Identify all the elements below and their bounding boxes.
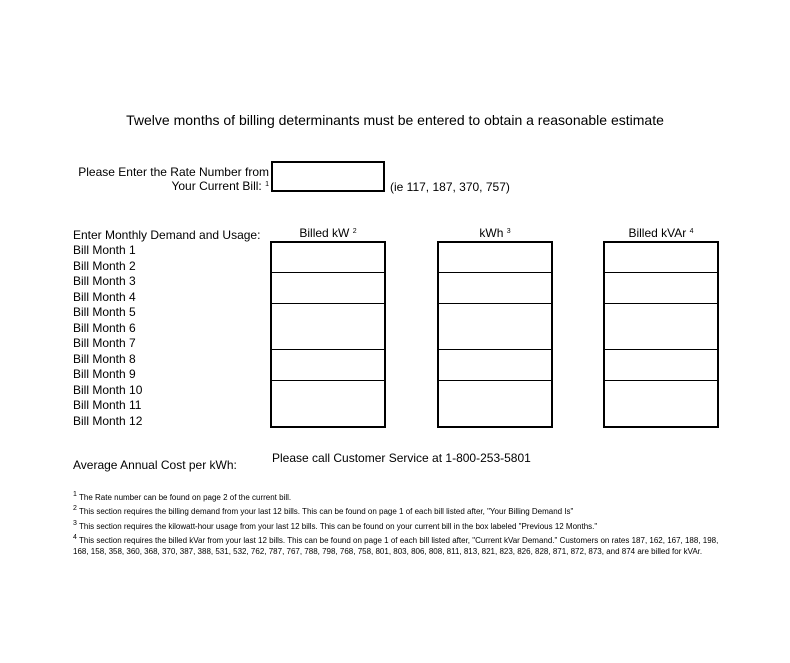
column-header-label: kWh (479, 226, 504, 240)
footnote-number: 1 (73, 491, 77, 498)
average-cost-label: Average Annual Cost per kWh: (73, 458, 237, 472)
month-label: Bill Month 5 (73, 305, 136, 319)
footnote-number: 2 (73, 505, 77, 512)
footnote-1 (73, 492, 723, 503)
month-label: Bill Month 6 (73, 320, 136, 335)
footnote-text: The Rate number can be found on page 2 of the current bill. (78, 493, 292, 502)
rate-number-hint: (ie 117, 187, 370, 757) (390, 180, 510, 194)
column-header-footnote-ref: 2 (352, 228, 357, 235)
month-label: Bill Month 3 (73, 274, 136, 288)
column-header-3 (603, 226, 719, 240)
footnote-3 (73, 521, 723, 532)
billed-kw-month-8-input[interactable] (270, 350, 386, 366)
billed-kvar-month-11-input[interactable] (603, 396, 719, 412)
customer-service-message: Please call Customer Service at 1-800-253-5801 (272, 451, 531, 465)
kwh-month-4-input[interactable] (437, 288, 553, 304)
rate-label-line1: Please Enter the Rate Number from (78, 165, 269, 179)
usage-section-label: Enter Monthly Demand and Usage: (73, 228, 261, 242)
billed-kw-month-12-input[interactable] (270, 411, 386, 428)
column-header-footnote-ref: 3 (506, 228, 511, 235)
column-header-1 (270, 226, 386, 240)
column-header-2 (437, 226, 553, 240)
billed-kvar-month-6-input[interactable] (603, 319, 719, 335)
month-label: Bill Month 12 (73, 413, 143, 428)
kwh-month-6-input[interactable] (437, 319, 553, 335)
month-label: Bill Month 4 (73, 289, 136, 304)
kwh-month-3-input[interactable] (437, 273, 553, 289)
billed-kvar-month-4-input[interactable] (603, 288, 719, 304)
rate-label-footnote-ref: 1 (265, 181, 269, 188)
footnote-number: 4 (73, 534, 77, 541)
kwh-month-9-input[interactable] (437, 365, 553, 381)
rate-label-text: Your Current Bill: (171, 179, 262, 193)
footnote-4 (73, 535, 723, 557)
billed-kw-month-1-input[interactable] (270, 241, 386, 258)
billed-kvar-month-1-input[interactable] (603, 241, 719, 258)
footnote-text: This section requires the kilowatt-hour usage from your last 12 bills. This can be found on your current bill in the box labeled "Previous 12 Months." (78, 522, 598, 531)
kwh-month-11-input[interactable] (437, 396, 553, 412)
rate-label-line2 (171, 179, 269, 193)
billed-kvar-month-8-input[interactable] (603, 350, 719, 366)
month-label: Bill Month 9 (73, 367, 136, 381)
footnote-text: This section requires the billed kVar from your last 12 bills. This can be found on page 1 of each bill listed after, "Current kVar Demand." Customers on rates 187, 162, 167, 188, 198, 168, 158, 358, 360, 368, 370, 387, 388, 531, 532, 762, 787, 767, 788, 798, 768, 758, 801, 803, 806, 808, 811, 813, 821, 823, 826, 828, 871, 872, 873, and 874 are billed for kVAr. (73, 536, 719, 556)
month-label: Bill Month 2 (73, 258, 136, 273)
month-label: Bill Month 10 (73, 382, 143, 397)
billed-kvar-month-5-input[interactable] (603, 304, 719, 320)
kwh-month-10-input[interactable] (437, 381, 553, 397)
billed-kw-month-4-input[interactable] (270, 288, 386, 304)
kwh-month-1-input[interactable] (437, 241, 553, 258)
kwh-month-8-input[interactable] (437, 350, 553, 366)
month-label: Bill Month 1 (73, 243, 136, 257)
billed-kvar-month-10-input[interactable] (603, 381, 719, 397)
column-header-label: Billed kVAr (628, 226, 687, 240)
billed-kw-month-10-input[interactable] (270, 381, 386, 397)
footnote-text: This section requires the billing demand from your last 12 bills. This can be found on page 1 of each bill listed after, "Your Billing Demand Is" (78, 507, 574, 516)
billed-kvar-month-7-input[interactable] (603, 334, 719, 350)
billed-kw-month-7-input[interactable] (270, 334, 386, 350)
column-header-footnote-ref: 4 (689, 228, 694, 235)
billed-kvar-month-3-input[interactable] (603, 273, 719, 289)
page-title: Twelve months of billing determinants must be entered to obtain a reasonable estimate (126, 112, 664, 128)
column-header-label: Billed kW (299, 226, 350, 240)
billed-kw-month-9-input[interactable] (270, 365, 386, 381)
rate-number-input[interactable] (271, 161, 385, 192)
month-label: Bill Month 8 (73, 351, 136, 366)
billed-kw-month-5-input[interactable] (270, 304, 386, 320)
billed-kw-month-6-input[interactable] (270, 319, 386, 335)
month-label: Bill Month 7 (73, 336, 136, 350)
billed-kw-month-3-input[interactable] (270, 273, 386, 289)
kwh-month-5-input[interactable] (437, 304, 553, 320)
billed-kvar-month-9-input[interactable] (603, 365, 719, 381)
month-label: Bill Month 11 (73, 398, 142, 412)
kwh-month-12-input[interactable] (437, 411, 553, 428)
kwh-month-2-input[interactable] (437, 257, 553, 273)
footnote-2 (73, 506, 723, 517)
billed-kw-month-11-input[interactable] (270, 396, 386, 412)
billed-kvar-month-12-input[interactable] (603, 411, 719, 428)
billed-kvar-month-2-input[interactable] (603, 257, 719, 273)
kwh-month-7-input[interactable] (437, 334, 553, 350)
footnote-number: 3 (73, 520, 77, 527)
billed-kw-month-2-input[interactable] (270, 257, 386, 273)
